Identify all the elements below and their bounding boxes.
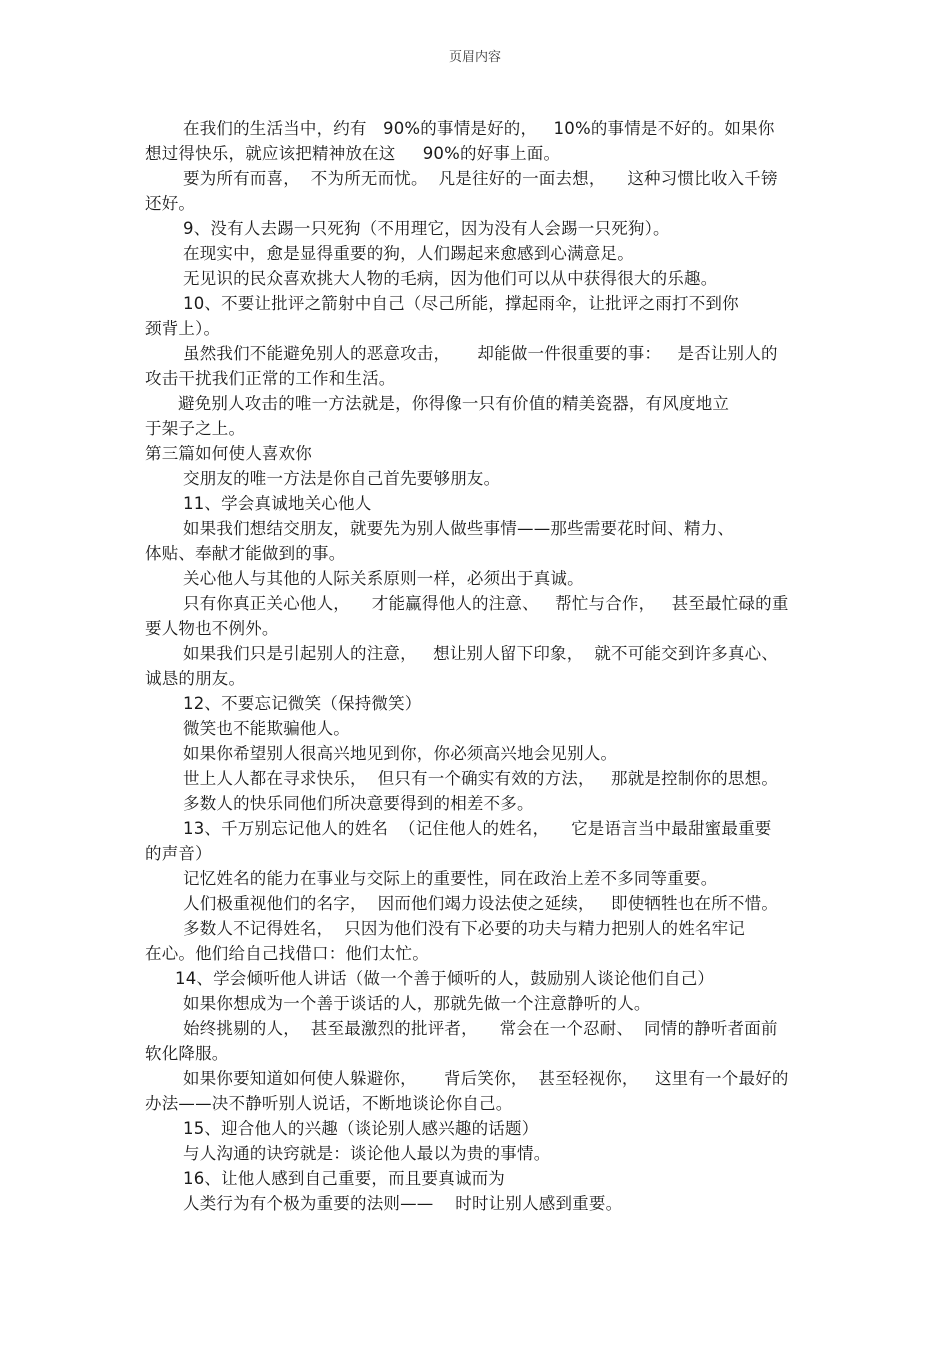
text-line: 如果我们想结交朋友，就要先为别人做些事情——那些需要花时间、精力、 [183,519,735,538]
text-line: 如果你想成为一个善于谈话的人，那就先做一个注意静听的人。 [183,994,651,1013]
text-line: 办法——决不静听别人说话，不断地谈论你自己。 [145,1094,513,1113]
text-line: 的声音） [145,844,212,863]
text-line: 第三篇如何使人喜欢你 [145,444,312,463]
text-line: 软化降服。 [145,1044,229,1063]
text-line: 颈背上）。 [145,319,221,338]
text-line: 人们极重视他们的名字， 因而他们竭力设法使之延续， 即使牺牲也在所不惜。 [183,894,779,913]
document-body [145,116,815,1216]
text-line: 诚恳的朋友。 [145,669,246,688]
text-line: 在现实中，愈是显得重要的狗，人们踢起来愈感到心满意足。 [183,244,634,263]
text-line: 还好。 [145,194,196,213]
text-line: 世上人人都在寻求快乐， 但只有一个确实有效的方法， 那就是控制你的思想。 [183,769,779,788]
text-line: 15、迎合他人的兴趣（谈论别人感兴趣的话题） [183,1119,539,1138]
text-line: 始终挑剔的人， 甚至最激烈的批评者， 常会在一个忍耐、 同情的静听者面前 [183,1019,778,1038]
text-line: 如果我们只是引起别人的注意， 想让别人留下印象， 就不可能交到许多真心、 [183,644,779,663]
text-line: 在心。他们给自己找借口：他们太忙。 [145,944,429,963]
text-line: 13、千万别忘记他人的姓名 （记住他人的姓名， 它是语言当中最甜蜜最重要 [183,819,772,838]
text-line: 避免别人攻击的唯一方法就是，你得像一只有价值的精美瓷器，有风度地立 [178,394,730,413]
text-line: 于架子之上。 [145,419,246,438]
text-line: 只有你真正关心他人， 才能赢得他人的注意、 帮忙与合作， 甚至最忙碌的重 [183,594,789,613]
text-line: 体贴、奉献才能做到的事。 [145,544,346,563]
text-line: 攻击干扰我们正常的工作和生活。 [145,369,396,388]
text-line: 记忆姓名的能力在事业与交际上的重要性，同在政治上差不多同等重要。 [183,869,718,888]
text-line: 与人沟通的诀窍就是：谈论他人最以为贵的事情。 [183,1144,551,1163]
page-header: 页眉内容 [448,50,501,65]
text-line: 10、不要让批评之箭射中自己（尽己所能，撑起雨伞，让批评之雨打不到你 [183,294,739,313]
text-line: 如果你希望别人很高兴地见到你，你必须高兴地会见别人。 [183,744,618,763]
text-line: 关心他人与其他的人际关系原则一样，必须出于真诚。 [183,569,584,588]
text-line: 要人物也不例外。 [145,619,279,638]
text-line: 9、没有人去踢一只死狗（不用理它，因为没有人会踢一只死狗）。 [183,219,670,238]
text-line: 交朋友的唯一方法是你自己首先要够朋友。 [183,469,501,488]
text-line: 无见识的民众喜欢挑大人物的毛病，因为他们可以从中获得很大的乐趣。 [183,269,718,288]
text-line: 如果你要知道如何使人躲避你， 背后笑你， 甚至轻视你， 这里有一个最好的 [183,1069,789,1088]
text-line: 在我们的生活当中，约有 90%的事情是好的， 10%的事情是不好的。如果你 [183,119,775,138]
text-line: 人类行为有个极为重要的法则—— 时时让别人感到重要。 [183,1194,623,1213]
text-line: 要为所有而喜， 不为所无而忧。 凡是往好的一面去想， 这种习惯比收入千镑 [183,169,778,188]
text-line: 多数人不记得姓名， 只因为他们没有下必要的功夫与精力把别人的姓名牢记 [183,919,745,938]
text-line: 微笑也不能欺骗他人。 [183,719,350,738]
text-line: 想过得快乐，就应该把精神放在这 90%的好事上面。 [145,144,561,163]
text-line: 16、让他人感到自己重要，而且要真诚而为 [183,1169,505,1188]
text-line: 虽然我们不能避免别人的恶意攻击， 却能做一件很重要的事： 是否让别人的 [183,344,778,363]
text-line: 多数人的快乐同他们所决意要得到的相差不多。 [183,794,534,813]
text-line: 12、不要忘记微笑（保持微笑） [183,694,422,713]
text-line: 11、学会真诚地关心他人 [183,494,372,513]
text-line: 14、学会倾听他人讲话（做一个善于倾听的人，鼓励别人谈论他们自己） [175,969,715,988]
